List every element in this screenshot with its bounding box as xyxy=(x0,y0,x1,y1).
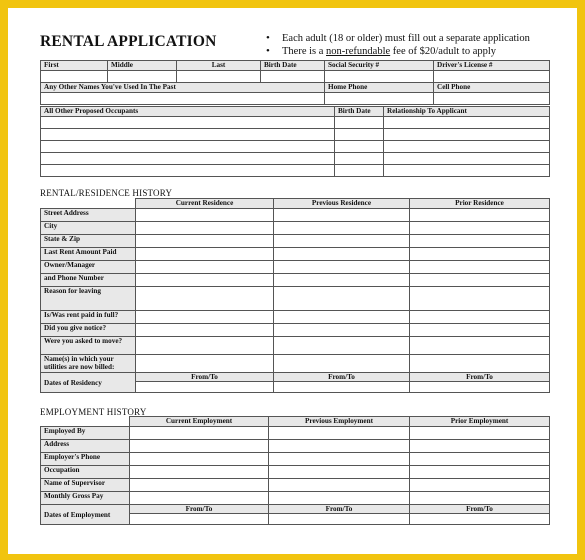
residence-section-title: RENTAL/RESIDENCE HISTORY xyxy=(40,188,173,198)
residence-field[interactable] xyxy=(274,209,410,222)
residence-field[interactable] xyxy=(410,337,550,355)
residence-field[interactable] xyxy=(136,261,274,274)
other-names-field[interactable] xyxy=(41,93,325,105)
fromto-label: From/To xyxy=(410,505,550,514)
residence-field[interactable] xyxy=(274,355,410,373)
residence-field[interactable] xyxy=(410,235,550,248)
ssn-field[interactable] xyxy=(325,71,434,83)
utilities-label: Name(s) in which your utilities are now billed: xyxy=(41,355,136,373)
relationship-header: Relationship To Applicant xyxy=(384,107,550,117)
employment-field[interactable] xyxy=(410,466,550,479)
first-name-field[interactable] xyxy=(41,71,108,83)
residence-field[interactable] xyxy=(274,235,410,248)
current-residence-header: Current Residence xyxy=(136,199,274,209)
employment-field[interactable] xyxy=(130,453,269,466)
occupant-name-field[interactable] xyxy=(41,117,335,129)
employed-by-label: Employed By xyxy=(41,427,130,440)
supervisor-label: Name of Supervisor xyxy=(41,479,130,492)
residence-dates-field[interactable] xyxy=(136,382,274,393)
last-name-header: Last xyxy=(177,61,261,71)
last-rent-label: Last Rent Amount Paid xyxy=(41,248,136,261)
last-name-field[interactable] xyxy=(177,71,261,83)
dates-residency-label: Dates of Residency xyxy=(41,373,136,393)
prior-residence-header: Prior Residence xyxy=(410,199,550,209)
employment-table xyxy=(40,416,550,525)
residence-field[interactable] xyxy=(274,261,410,274)
occupation-label: Occupation xyxy=(41,466,130,479)
occupant-birth-field[interactable] xyxy=(335,129,384,141)
home-phone-field[interactable] xyxy=(325,93,434,105)
employment-field[interactable] xyxy=(130,492,269,505)
license-header: Driver's License # xyxy=(434,61,550,71)
residence-field[interactable] xyxy=(410,248,550,261)
employment-dates-field[interactable] xyxy=(130,514,269,525)
employment-field[interactable] xyxy=(269,479,410,492)
residence-dates-field[interactable] xyxy=(274,382,410,393)
occupant-relationship-field[interactable] xyxy=(384,129,550,141)
phone-number-label: and Phone Number xyxy=(41,274,136,287)
employment-field[interactable] xyxy=(130,479,269,492)
residence-field[interactable] xyxy=(136,235,274,248)
employment-field[interactable] xyxy=(410,453,550,466)
employment-dates-field[interactable] xyxy=(269,514,410,525)
employment-field[interactable] xyxy=(130,440,269,453)
employment-section-title: EMPLOYMENT HISTORY xyxy=(40,407,147,417)
employment-field[interactable] xyxy=(410,479,550,492)
residence-field[interactable] xyxy=(274,287,410,311)
employer-phone-label: Employer's Phone xyxy=(41,453,130,466)
occupant-name-field[interactable] xyxy=(41,141,335,153)
residence-field[interactable] xyxy=(410,287,550,311)
previous-residence-header: Previous Residence xyxy=(274,199,410,209)
dates-employment-label: Dates of Employment xyxy=(41,505,130,525)
residence-field[interactable] xyxy=(274,337,410,355)
occupant-birth-field[interactable] xyxy=(335,153,384,165)
residence-field[interactable] xyxy=(136,222,274,235)
page-title: RENTAL APPLICATION xyxy=(40,33,217,50)
occupant-relationship-field[interactable] xyxy=(384,117,550,129)
residence-field[interactable] xyxy=(410,274,550,287)
residence-table xyxy=(40,198,550,393)
residence-dates-field[interactable] xyxy=(410,382,550,393)
occupant-name-field[interactable] xyxy=(41,153,335,165)
residence-field[interactable] xyxy=(136,324,274,337)
employment-field[interactable] xyxy=(269,440,410,453)
occupants-table xyxy=(40,106,550,177)
residence-field[interactable] xyxy=(136,274,274,287)
residence-field[interactable] xyxy=(410,311,550,324)
occupant-name-field[interactable] xyxy=(41,165,335,177)
fromto-label: From/To xyxy=(410,373,550,382)
rent-paid-label: Is/Was rent paid in full? xyxy=(41,311,136,324)
owner-manager-label: Owner/Manager xyxy=(41,261,136,274)
residence-field[interactable] xyxy=(136,337,274,355)
birth-date-header: Birth Date xyxy=(261,61,325,71)
employment-field[interactable] xyxy=(410,440,550,453)
occupant-birth-field[interactable] xyxy=(335,141,384,153)
occupant-name-field[interactable] xyxy=(41,129,335,141)
fromto-label: From/To xyxy=(130,505,269,514)
employment-field[interactable] xyxy=(130,466,269,479)
home-phone-header: Home Phone xyxy=(325,83,434,93)
residence-field[interactable] xyxy=(410,355,550,373)
employment-field[interactable] xyxy=(410,427,550,440)
residence-field[interactable] xyxy=(136,311,274,324)
residence-field[interactable] xyxy=(274,248,410,261)
residence-field[interactable] xyxy=(410,324,550,337)
occupant-birth-header: Birth Date xyxy=(335,107,384,117)
gave-notice-label: Did you give notice? xyxy=(41,324,136,337)
residence-field[interactable] xyxy=(410,261,550,274)
occupant-relationship-field[interactable] xyxy=(384,165,550,177)
prior-employment-header: Prior Employment xyxy=(410,417,550,427)
note-fee: • There is a non-refundable fee of $20/adult to apply xyxy=(266,45,530,58)
residence-field[interactable] xyxy=(274,324,410,337)
address-label: Address xyxy=(41,440,130,453)
applicant-table xyxy=(40,60,550,105)
residence-field[interactable] xyxy=(274,311,410,324)
employment-field[interactable] xyxy=(130,427,269,440)
occupants-header: All Other Proposed Occupants xyxy=(41,107,335,117)
previous-employment-header: Previous Employment xyxy=(269,417,410,427)
fromto-label: From/To xyxy=(274,373,410,382)
occupant-relationship-field[interactable] xyxy=(384,153,550,165)
gross-pay-label: Monthly Gross Pay xyxy=(41,492,130,505)
residence-field[interactable] xyxy=(410,222,550,235)
employment-field[interactable] xyxy=(269,492,410,505)
state-zip-label: State & Zip xyxy=(41,235,136,248)
instructions xyxy=(266,32,530,58)
residence-field[interactable] xyxy=(410,209,550,222)
residence-field[interactable] xyxy=(136,209,274,222)
employment-field[interactable] xyxy=(410,492,550,505)
current-employment-header: Current Employment xyxy=(130,417,269,427)
employment-field[interactable] xyxy=(269,453,410,466)
residence-field[interactable] xyxy=(274,222,410,235)
employment-field[interactable] xyxy=(269,466,410,479)
employment-dates-field[interactable] xyxy=(410,514,550,525)
residence-field[interactable] xyxy=(136,355,274,373)
city-label: City xyxy=(41,222,136,235)
ssn-header: Social Security # xyxy=(325,61,434,71)
street-address-label: Street Address xyxy=(41,209,136,222)
occupant-relationship-field[interactable] xyxy=(384,141,550,153)
asked-to-move-label: Were you asked to move? xyxy=(41,337,136,355)
cell-phone-field[interactable] xyxy=(434,93,550,105)
application-page xyxy=(8,8,577,554)
middle-name-header: Middle xyxy=(108,61,177,71)
first-name-header: First xyxy=(41,61,108,71)
reason-leaving-label: Reason for leaving xyxy=(41,287,136,311)
note-adult: • Each adult (18 or older) must fill out a separate application xyxy=(266,32,530,45)
license-field[interactable] xyxy=(434,71,550,83)
cell-phone-header: Cell Phone xyxy=(434,83,550,93)
middle-name-field[interactable] xyxy=(108,71,177,83)
other-names-header: Any Other Names You've Used In The Past xyxy=(41,83,325,93)
residence-field[interactable] xyxy=(274,274,410,287)
birth-date-field[interactable] xyxy=(261,71,325,83)
occupant-birth-field[interactable] xyxy=(335,117,384,129)
residence-field[interactable] xyxy=(136,287,274,311)
fromto-label: From/To xyxy=(136,373,274,382)
fromto-label: From/To xyxy=(269,505,410,514)
employment-field[interactable] xyxy=(269,427,410,440)
occupant-birth-field[interactable] xyxy=(335,165,384,177)
residence-field[interactable] xyxy=(136,248,274,261)
